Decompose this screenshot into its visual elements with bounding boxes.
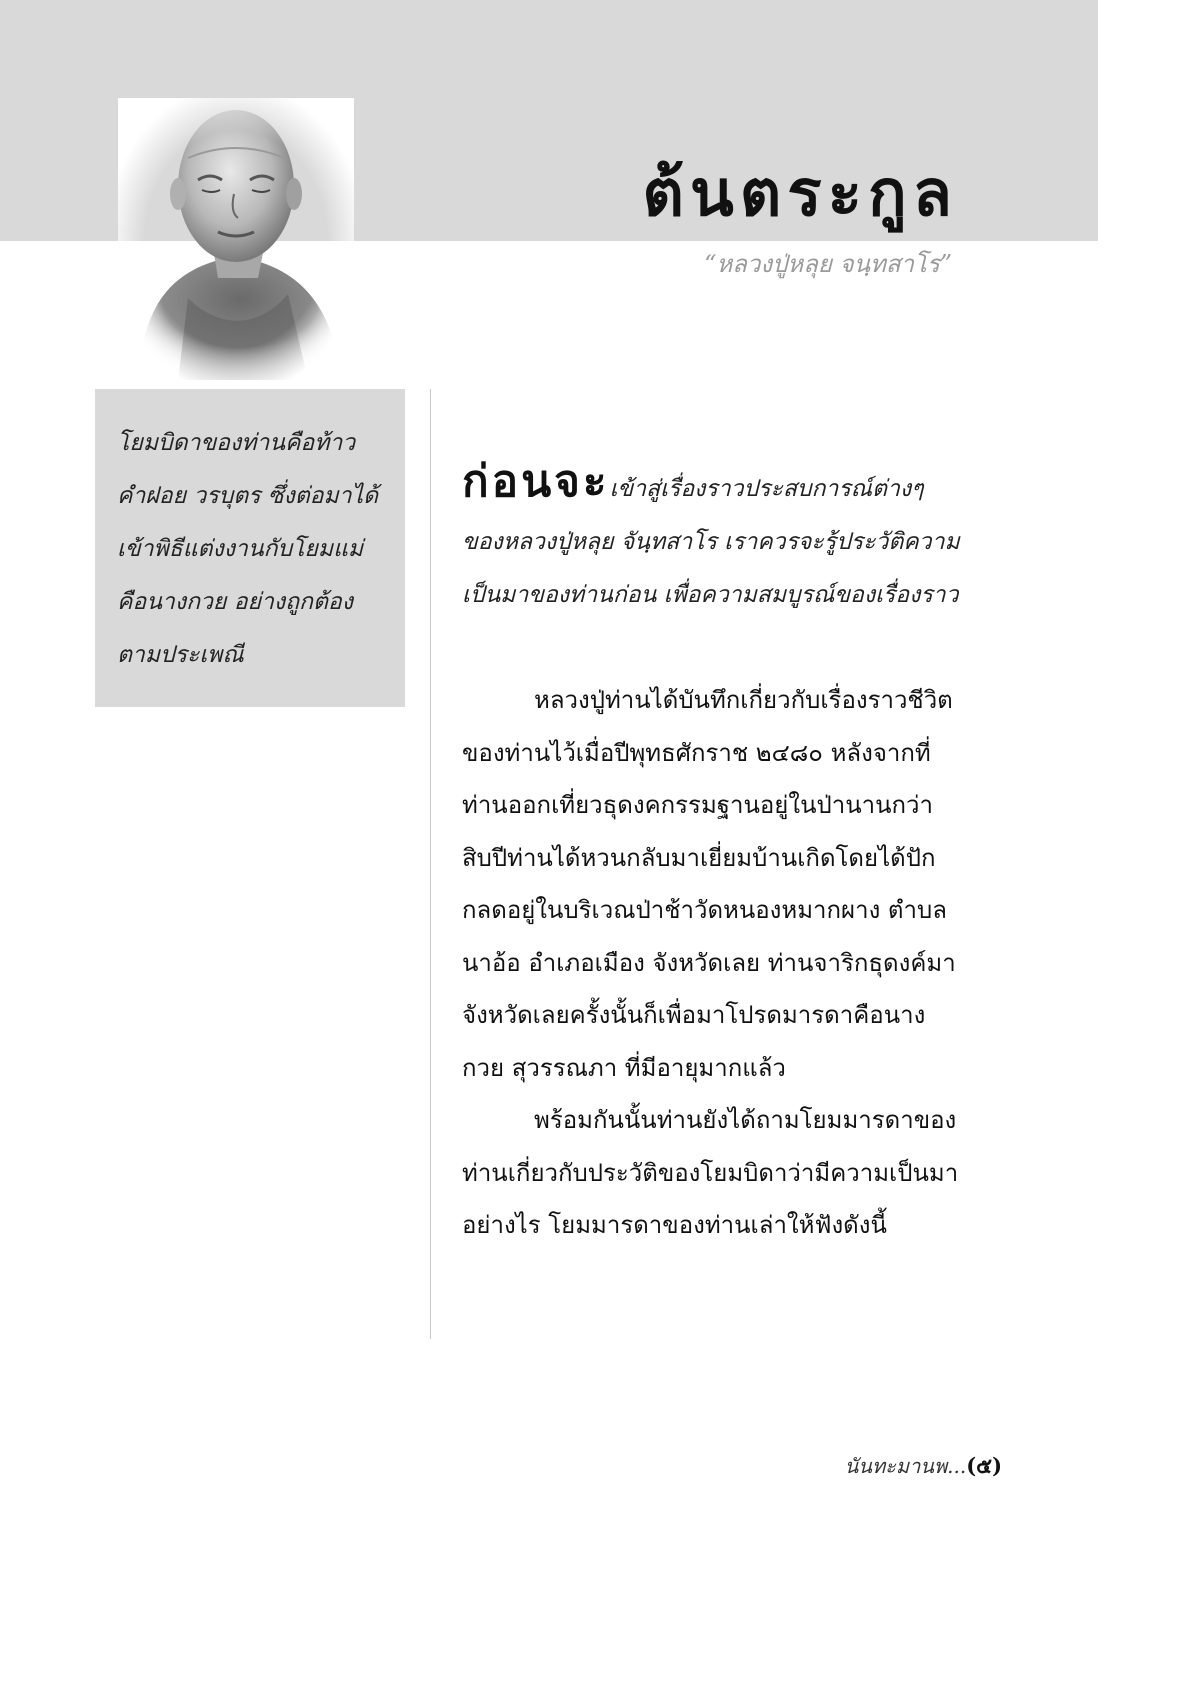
intro-text: เข้าสู่เรื่องราวประสบการณ์ต่างๆ ของหลวงปู่หลุย จันฺทสาโร เราควรจะรู้ประวัติความเป็นมาของท่านก่อน เพื่อความสมบูรณ์ของเรื่องราว	[462, 476, 960, 608]
sidebar-quote-text: โยมบิดาของท่านคือท้าวคำฝอย วรบุตร ซึ่งต่อมาได้เข้าพิธีแต่งงานกับโยมแม่คือนางกวย อย่างถูกต้องตามประเพณี	[117, 430, 379, 668]
column-divider	[430, 389, 431, 1339]
page-footer	[845, 1450, 1002, 1483]
footer-book-title: นันทะมานพ...	[844, 1454, 967, 1478]
chapter-subtitle: “หลวงปู่หลุย จนฺทสาโร”	[704, 250, 952, 278]
body-paragraph: พร้อมกันนั้นท่านยังได้ถามโยมมารดาของท่านเกี่ยวกับประวัติของโยมบิดาว่ามีความเป็นมาอย่างไร โยมมารดาของท่านเล่าให้ฟังดังนี้	[462, 1106, 959, 1239]
chapter-title: ต้นตระกูล	[642, 157, 958, 231]
sidebar-quote-box	[95, 389, 405, 707]
page-number: (๕)	[966, 1453, 1002, 1478]
monk-portrait-photo	[118, 98, 354, 380]
intro-paragraph	[462, 455, 960, 622]
main-text-column	[462, 455, 960, 1252]
body-paragraph: หลวงปู่ท่านได้บันทึกเกี่ยวกับเรื่องราวชีวิตของท่านไว้เมื่อปีพุทธศักราช ๒๔๘๐ หลังจากที่ท่านออกเที่ยวธุดงคกรรมฐานอยู่ในป่านานกว่าสิบปีท่านได้หวนกลับมาเยี่ยมบ้านเกิดโดยได้ปักกลดอยู่ในบริเวณป่าช้าวัดหนองหมากผาง ตำบลนาอ้อ อำเภอเมือง จังหวัดเลย ท่านจาริกธุดงค์มาจังหวัดเลยครั้งนั้นก็เพื่อมาโปรดมารดาคือนางกวย สุวรรณภา ที่มีอายุมากแล้ว	[462, 686, 956, 1082]
intro-lead-word: ก่อนจะ	[462, 456, 610, 507]
